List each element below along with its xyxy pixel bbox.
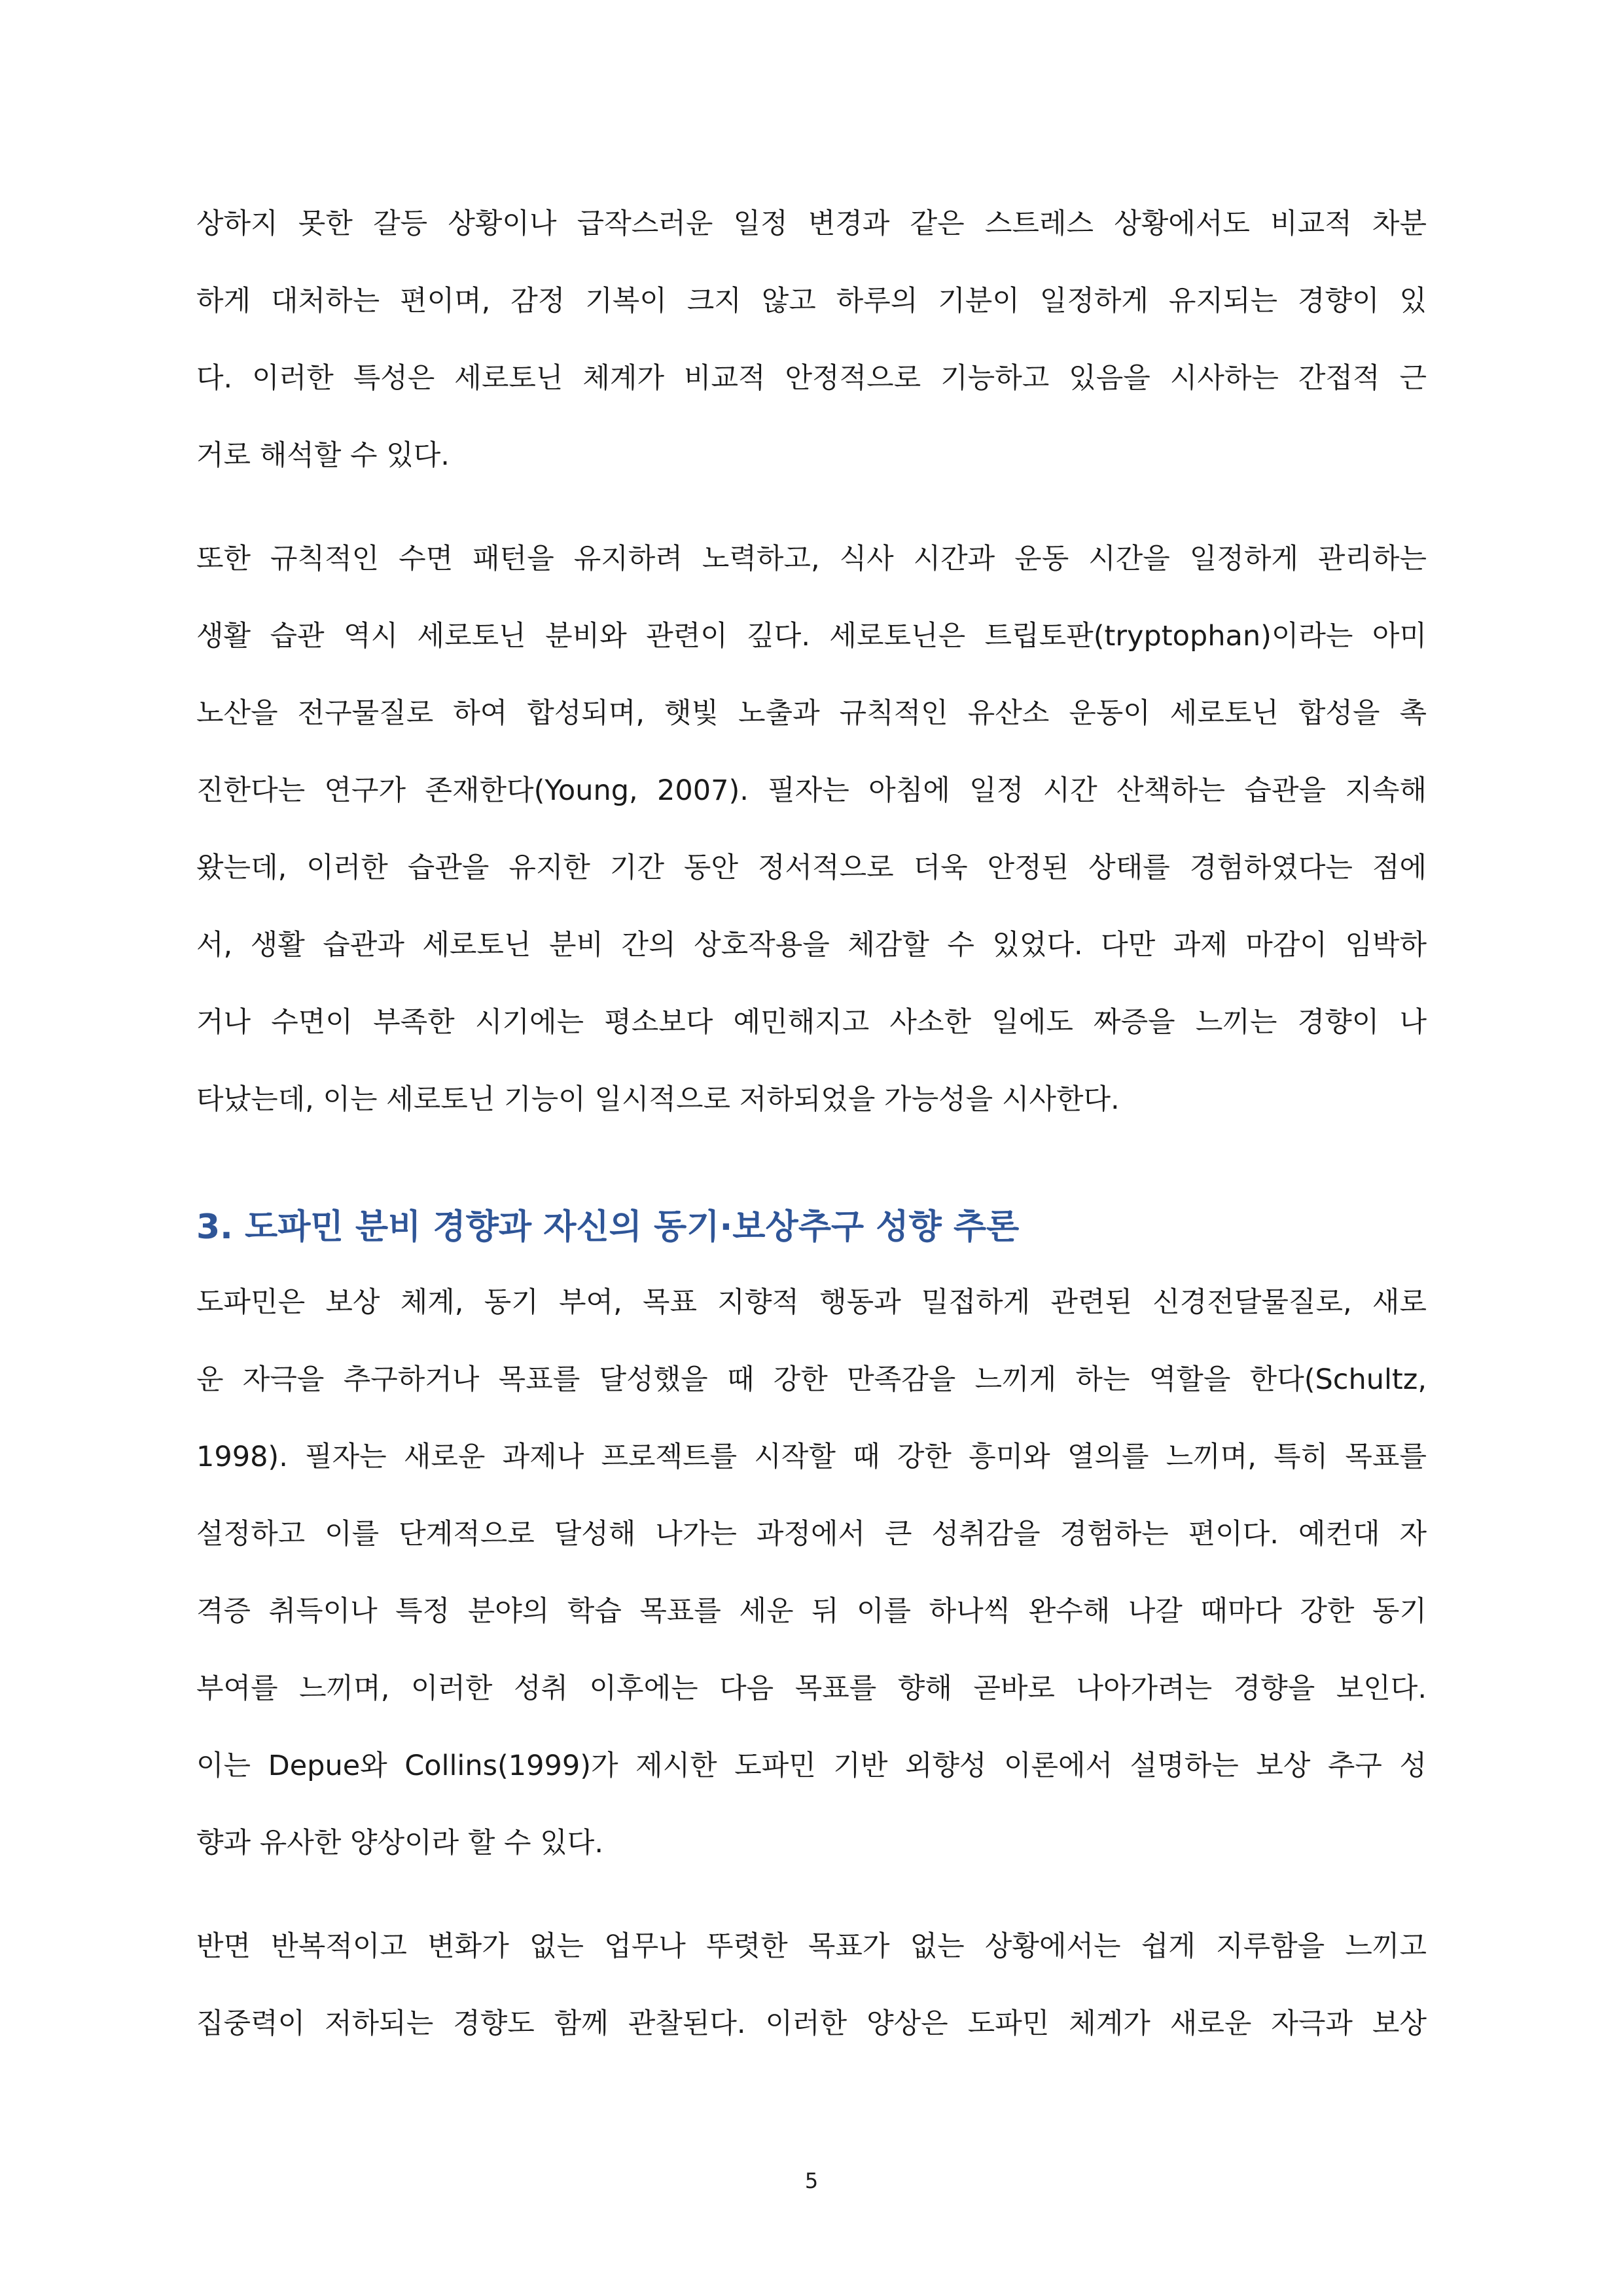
text-line: 거나 수면이 부족한 시기에는 평소보다 예민해지고 사소한 일에도 짜증을 느끼는 경향이 나: [196, 1006, 1427, 1039]
text-line: 타났는데, 이는 세로토닌 기능이 일시적으로 저하되었을 가능성을 시사한다.: [196, 1083, 1120, 1116]
section-heading: 3. 도파민 분비 경향과 자신의 동기·보상추구 성향 추론: [196, 1208, 1020, 1247]
text-line: 격증 취득이나 특정 분야의 학습 목표를 세운 뒤 이를 하나씩 완수해 나갈 때마다 강한 동기: [196, 1595, 1427, 1628]
text-line: 왔는데, 이러한 습관을 유지한 기간 동안 정서적으로 더욱 안정된 상태를 경험하였다는 점에: [196, 852, 1427, 884]
text-line: 상하지 못한 갈등 상황이나 급작스러운 일정 변경과 같은 스트레스 상황에서도 비교적 차분: [196, 207, 1427, 240]
text-line: 도파민은 보상 체계, 동기 부여, 목표 지향적 행동과 밀접하게 관련된 신경전달물질로, 새로: [196, 1286, 1427, 1319]
text-line: 생활 습관 역시 세로토닌 분비와 관련이 깊다. 세로토닌은 트립토판(tryptophan)이라는 아미: [196, 620, 1427, 653]
text-line: 하게 대처하는 편이며, 감정 기복이 크지 않고 하루의 기분이 일정하게 유지되는 경향이 있: [196, 285, 1427, 317]
text-line: 집중력이 저하되는 경향도 함께 관찰된다. 이러한 양상은 도파민 체계가 새로운 자극과 보상: [196, 2007, 1427, 2040]
text-line: 서, 생활 습관과 세로토닌 분비 간의 상호작용을 체감할 수 있었다. 다만 과제 마감이 임박하: [196, 929, 1427, 961]
text-line: 1998). 필자는 새로운 과제나 프로젝트를 시작할 때 강한 흥미와 열의를 느끼며, 특히 목표를: [196, 1441, 1427, 1473]
text-line: 설정하고 이를 단계적으로 달성해 나가는 과정에서 큰 성취감을 경험하는 편이다. 예컨대 자: [196, 1518, 1427, 1551]
text-line: 거로 해석할 수 있다.: [196, 439, 450, 472]
text-line: 반면 반복적이고 변화가 없는 업무나 뚜렷한 목표가 없는 상황에서는 쉽게 지루함을 느끼고: [196, 1930, 1427, 1963]
text-line: 이는 Depue와 Collins(1999)가 제시한 도파민 기반 외향성 이론에서 설명하는 보상 추구 성: [196, 1749, 1427, 1782]
text-line: 다. 이러한 특성은 세로토닌 체계가 비교적 안정적으로 기능하고 있음을 시사하는 간접적 근: [196, 362, 1427, 395]
text-line: 진한다는 연구가 존재한다(Young, 2007). 필자는 아침에 일정 시간 산책하는 습관을 지속해: [196, 774, 1427, 807]
text-line: 운 자극을 추구하거나 목표를 달성했을 때 강한 만족감을 느끼게 하는 역할을 한다(Schultz,: [196, 1363, 1427, 1396]
text-line: 부여를 느끼며, 이러한 성취 이후에는 다음 목표를 향해 곧바로 나아가려는 경향을 보인다.: [196, 1672, 1427, 1705]
text-line: 향과 유사한 양상이라 할 수 있다.: [196, 1827, 604, 1859]
text-line: 또한 규칙적인 수면 패턴을 유지하려 노력하고, 식사 시간과 운동 시간을 일정하게 관리하는: [196, 543, 1427, 575]
text-line: 노산을 전구물질로 하여 합성되며, 햇빛 노출과 규칙적인 유산소 운동이 세로토닌 합성을 촉: [196, 697, 1427, 730]
page-number: 5: [804, 2168, 819, 2193]
